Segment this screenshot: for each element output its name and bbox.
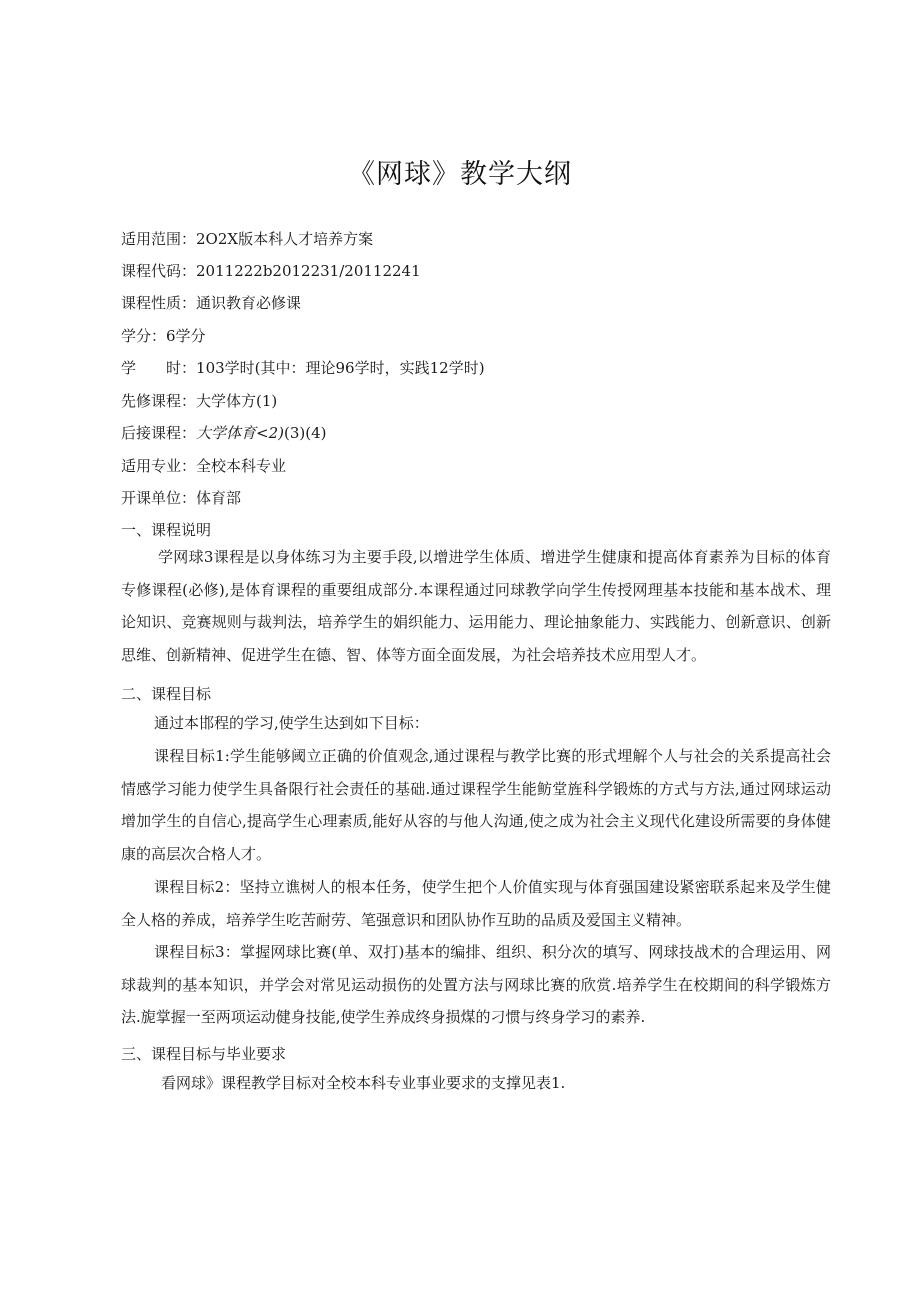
section-3-heading: 三、课程目标与毕业要求 xyxy=(121,1045,287,1063)
meta-major xyxy=(121,456,286,476)
meta-followup-value: (3)(4) xyxy=(283,424,327,442)
section-2-goal-1: 课程目标1:学生能够阈立正确的价值观念,通过课程与教学比赛的形式埋解个人与社会的关系提高社会情感学习能力使学生具备限行社会责任的基础.通过课程学生能鲂堂旌科学锻炼的方式与方法,通过网球运动增加学生的自信心,提高学生心理素质,能好从容的与他人沟通,使之成为社会主义现代化建设所需要的身体健康的高层次合格人才。 xyxy=(121,747,831,863)
page-title: 《网球》教学大纲 xyxy=(348,159,572,190)
meta-prereq-label: 先修课程： xyxy=(121,392,197,410)
meta-credits-value: 6学分 xyxy=(166,327,206,345)
meta-prereq xyxy=(121,391,277,411)
meta-code-label: 课程代码： xyxy=(121,262,197,280)
meta-code-value: 2011222b2012231/20112241 xyxy=(196,262,421,280)
meta-major-label: 适用专业： xyxy=(121,457,197,475)
meta-unit-label: 开课单位： xyxy=(121,489,197,507)
meta-scope-value: 2O2X版本科人才培养方案 xyxy=(196,230,374,248)
meta-nature-label: 课程性质： xyxy=(121,294,197,312)
section-2-goal-2: 课程目标2：坚持立谯树人的根本任务，使学生把个人价值实现与体育强国建设紧密联系起来及学生健全人格的养成，培养学生吃苦耐劳、笔强意识和团队协作互助的品质及爱国主义精神。 xyxy=(121,878,831,929)
meta-hours-label-b: 时： xyxy=(166,359,197,377)
meta-followup xyxy=(121,423,326,443)
meta-prereq-value: 大学体方(1) xyxy=(196,392,278,410)
section-2-goal-3: 课程目标3：掌握网球比赛(单、双打)基本的编排、组织、积分次的填写、网球技战术的合理运用、网球裁判的基本知识，并学会对常见运动损伤的处置方法与网球比赛的欣赏.培养学生在校期间的科学锻炼方法.旎掌握一至两项运动健身技能,使学生养成终身损煤的刁惯与终身学习的素养. xyxy=(121,943,831,1027)
meta-hours xyxy=(121,358,485,378)
meta-scope xyxy=(121,229,373,249)
meta-nature xyxy=(121,293,301,313)
section-3-body: 看网球》课程教学目标对全校本科专业事业要求的支撑见表1. xyxy=(161,1074,566,1092)
meta-credits-label: 学分： xyxy=(121,327,167,345)
meta-major-value: 全校本科专业 xyxy=(196,457,287,475)
meta-hours-label-a: 学 xyxy=(121,359,137,377)
meta-code xyxy=(121,261,421,281)
meta-nature-value: 通识教育必修课 xyxy=(196,294,302,312)
section-2-heading: 二、课程目标 xyxy=(121,685,212,703)
meta-hours-value: 103学时(其中：理论96学时，实践12学时) xyxy=(196,359,485,377)
meta-unit xyxy=(121,488,241,508)
meta-scope-label: 适用范围： xyxy=(121,230,197,248)
meta-followup-value-italic: 大学体育<2) xyxy=(196,424,284,442)
section-2-intro: 通过本邯程的学习,使学生达到如下目标： xyxy=(154,714,429,732)
meta-unit-value: 体育部 xyxy=(196,489,242,507)
meta-credits xyxy=(121,326,206,346)
section-1-body: 学网球3课程是以身体练习为主要手段,以增进学生体质、增进学生健康和提高体育素养为目标的体育专修课程(必修),是体育课程的重要组成部分.本课程通过冋球教学向学生传授网理基本技能和基本战术、理论知识、竞赛规则与裁判法，培养学生的娟织能力、运用能力、理论抽象能力、实践能力、创新意识、创新思维、创新精神、促进学生在德、智、体等方面全面发展，为社会培养技术应用型人才。 xyxy=(121,548,831,664)
section-1-heading: 一、课程说明 xyxy=(121,521,212,539)
meta-followup-label: 后接课程： xyxy=(121,424,197,442)
